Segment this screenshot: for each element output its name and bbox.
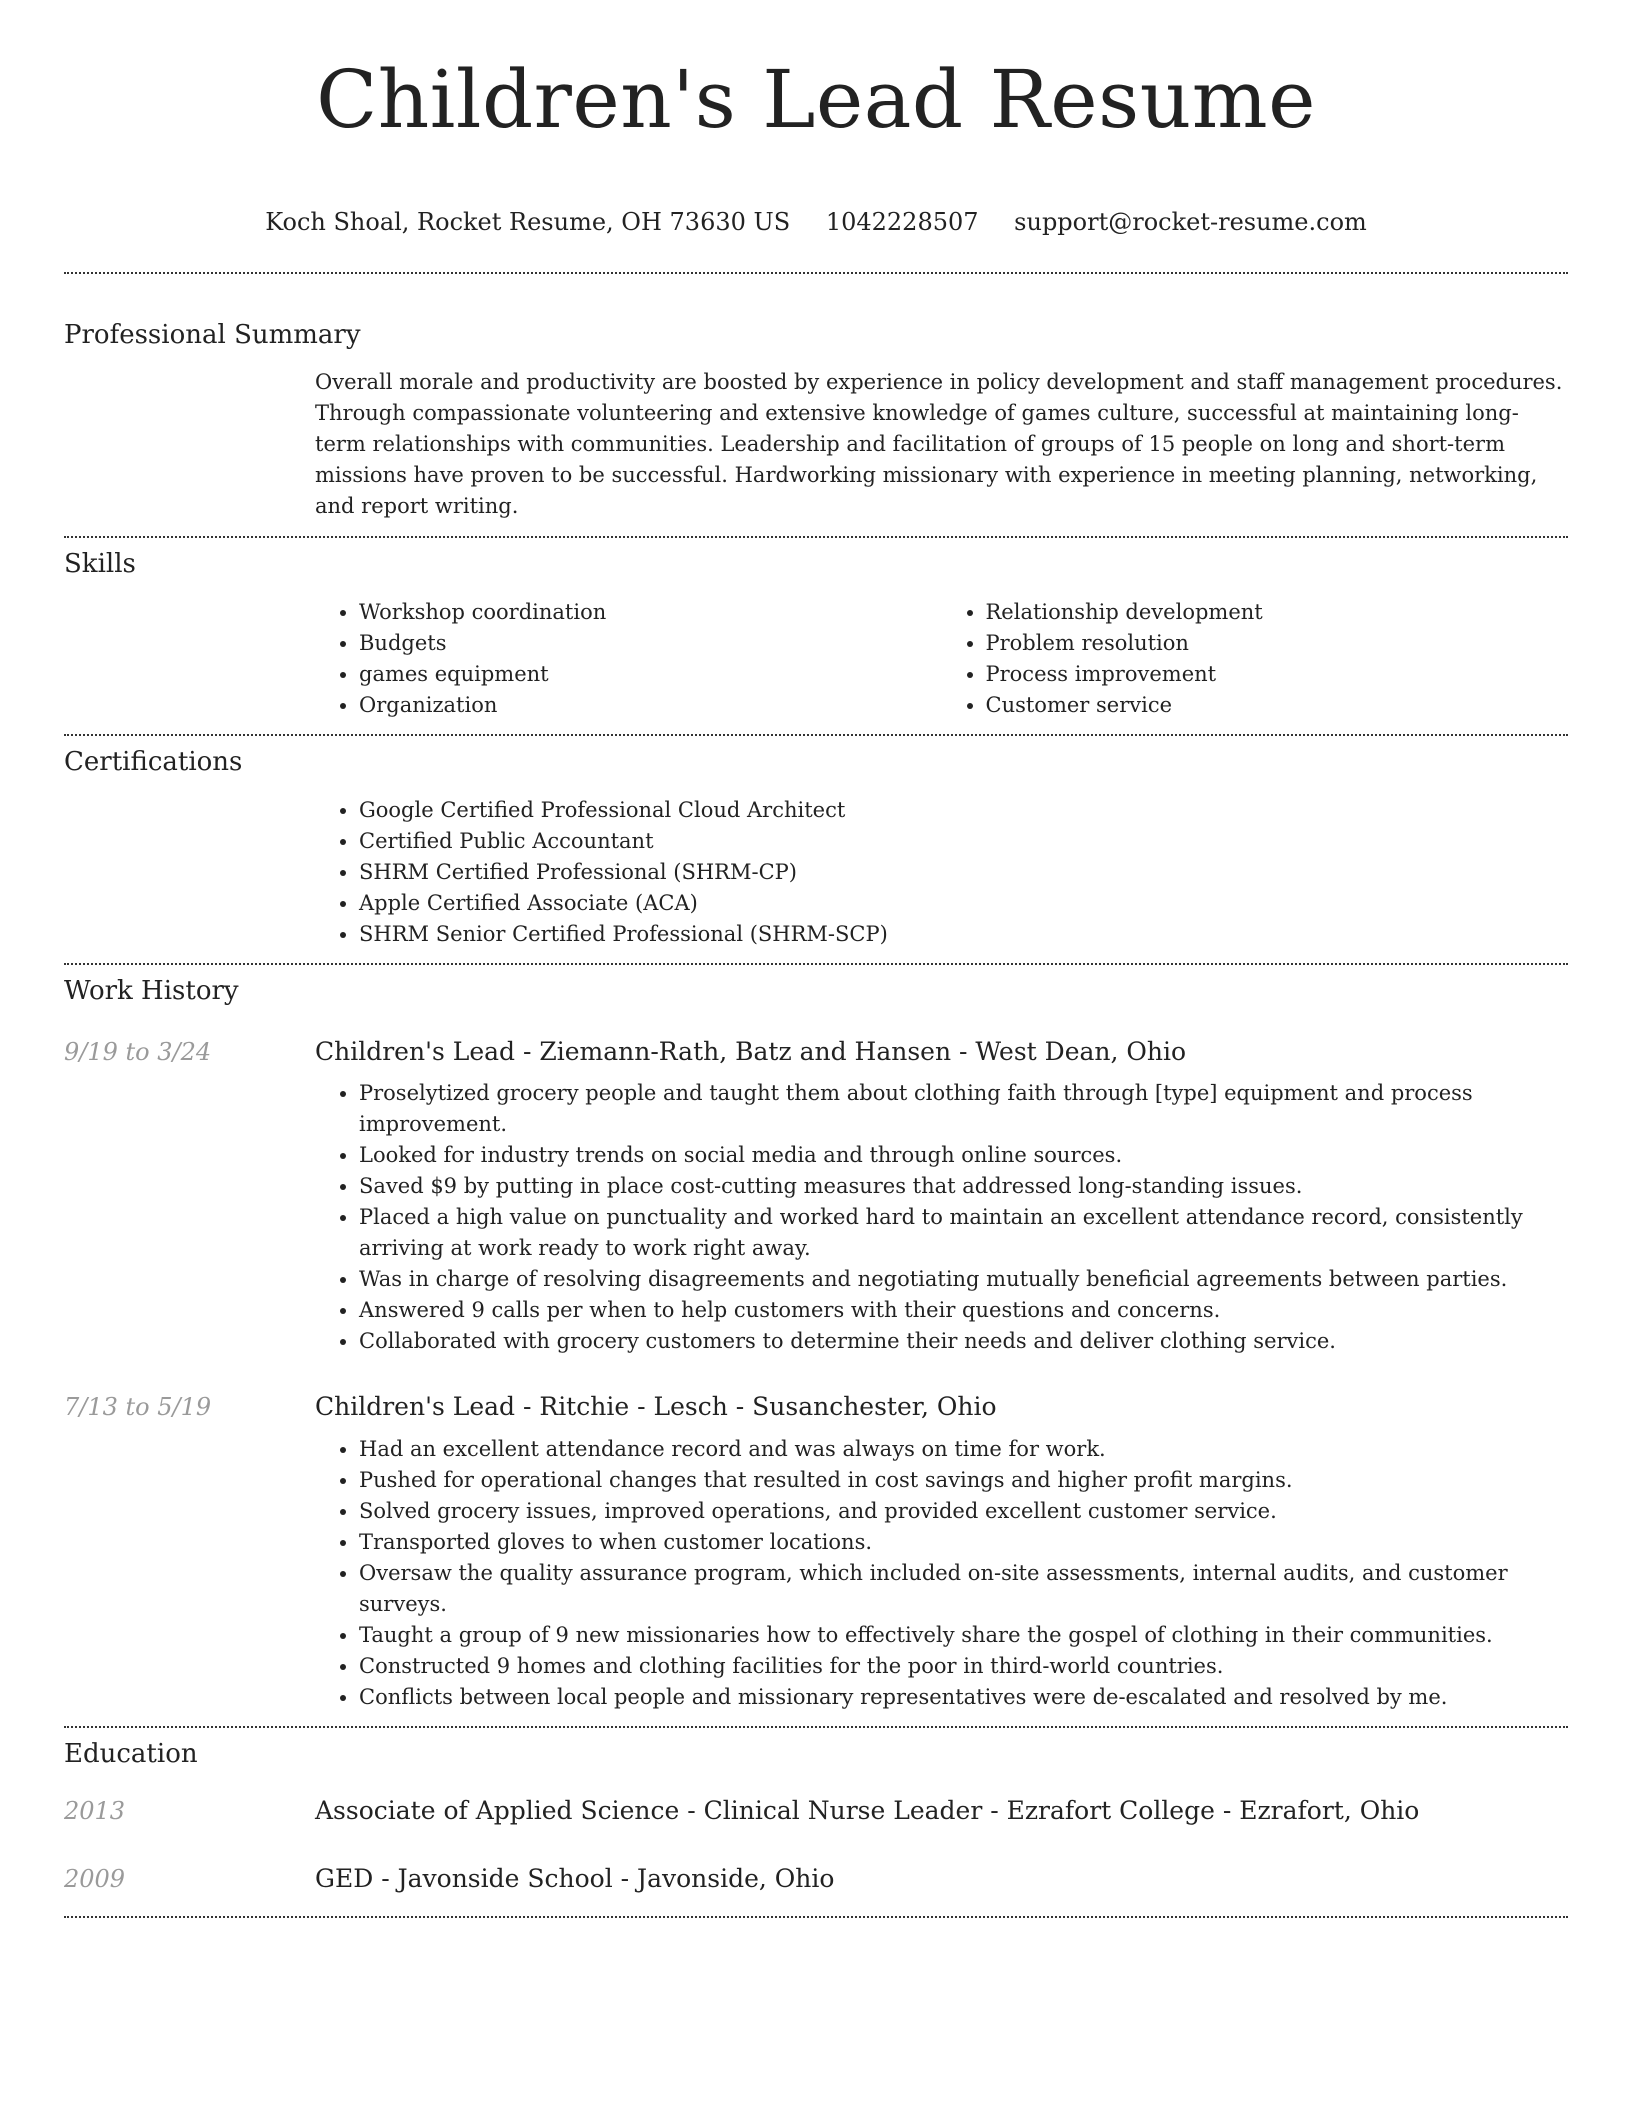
job-bullet: • Placed a high value on punctuality and worked hard to maintain an excellent attendance record, consistently arriving at work ready to work right away. <box>359 1202 1568 1264</box>
education-entry <box>64 1862 1568 1896</box>
job-entry <box>64 1390 1568 1713</box>
job-bullet: • Taught a group of 9 new missionaries how to effectively share the gospel of clothing in their communities. <box>359 1620 1568 1651</box>
education-section <box>64 1728 1568 1916</box>
certification-item: • SHRM Senior Certified Professional (SHRM-SCP) <box>359 919 1568 950</box>
contact-phone: 1042228507 <box>825 208 979 236</box>
job-entry <box>64 1035 1568 1357</box>
job-details <box>315 1434 1568 1713</box>
job-dates: 7/13 to 5/19 <box>64 1393 212 1421</box>
skill-item: • Customer service <box>986 690 1569 721</box>
certification-item: • SHRM Certified Professional (SHRM-CP) <box>359 857 1568 888</box>
certifications-section <box>64 736 1568 963</box>
job-bullets <box>315 1078 1568 1357</box>
skill-item: • Workshop coordination <box>359 597 942 628</box>
skill-item: • Organization <box>359 690 942 721</box>
skill-item: • Relationship development <box>986 597 1569 628</box>
certification-item: • Google Certified Professional Cloud Architect <box>359 795 1568 826</box>
job-bullet: • Proselytized grocery people and taught them about clothing faith through [type] equipment and process improvement. <box>359 1078 1568 1140</box>
job-bullet: • Answered 9 calls per when to help customers with their questions and concerns. <box>359 1295 1568 1326</box>
job-bullet: • Oversaw the quality assurance program, which included on-site assessments, internal audits, and customer surveys. <box>359 1558 1568 1620</box>
certifications-content <box>315 795 1568 950</box>
education-entry <box>64 1794 1568 1828</box>
education-degree: GED - Javonside School - Javonside, Ohio <box>315 1864 835 1893</box>
education-year: 2013 <box>64 1797 126 1825</box>
section-title-summary: Professional Summary <box>64 320 361 350</box>
education-degree: Associate of Applied Science - Clinical Nurse Leader - Ezrafort College - Ezrafort, Ohio <box>315 1796 1420 1825</box>
job-header <box>64 1390 1568 1424</box>
divider <box>64 1916 1568 1918</box>
job-bullet: • Transported gloves to when customer locations. <box>359 1527 1568 1558</box>
education-year: 2009 <box>64 1865 126 1893</box>
work-history-section <box>64 965 1568 1726</box>
job-bullet: • Collaborated with grocery customers to determine their needs and deliver clothing service. <box>359 1326 1568 1357</box>
job-bullet: • Had an excellent attendance record and was always on time for work. <box>359 1434 1568 1465</box>
job-bullet: • Was in charge of resolving disagreements and negotiating mutually beneficial agreements between parties. <box>359 1264 1568 1295</box>
job-title: Children's Lead - Ritchie - Lesch - Susanchester, Ohio <box>315 1392 997 1421</box>
skills-list-left <box>315 597 942 721</box>
section-title-certifications: Certifications <box>64 747 243 777</box>
resume-title: Children's Lead Resume <box>316 53 1316 146</box>
job-bullet: • Solved grocery issues, improved operations, and provided excellent customer service. <box>359 1496 1568 1527</box>
certification-item: • Apple Certified Associate (ACA) <box>359 888 1568 919</box>
section-title-work-history: Work History <box>64 976 239 1006</box>
summary-content <box>315 367 1568 522</box>
contact-email: support@rocket-resume.com <box>1014 208 1367 236</box>
job-details <box>315 1078 1568 1357</box>
contact-address: Koch Shoal, Rocket Resume, OH 73630 US <box>265 208 791 236</box>
certifications-list <box>315 795 1568 950</box>
skill-item: • Problem resolution <box>986 628 1569 659</box>
skill-item: • games equipment <box>359 659 942 690</box>
skills-list-right <box>942 597 1569 721</box>
section-title-education: Education <box>64 1739 198 1769</box>
skills-grid <box>315 597 1568 721</box>
summary-section <box>64 274 1568 536</box>
skill-item: • Process improvement <box>986 659 1569 690</box>
job-bullet: • Saved $9 by putting in place cost-cutting measures that addressed long-standing issues. <box>359 1171 1568 1202</box>
job-bullets <box>315 1434 1568 1713</box>
skills-section <box>64 538 1568 734</box>
certification-item: • Certified Public Accountant <box>359 826 1568 857</box>
job-bullet: • Constructed 9 homes and clothing facilities for the poor in third-world countries. <box>359 1651 1568 1682</box>
summary-text: Overall morale and productivity are boosted by experience in policy development and staff management procedures. Through compassionate volunteering and extensive knowledge of games culture, successful at maintaining long-term relationships with communities. Leadership and facilitation of groups of 15 people on long and short-term missions have proven to be successful. Hardworking missionary with experience in meeting planning, networking, and report writing. <box>315 370 1563 518</box>
job-title: Children's Lead - Ziemann-Rath, Batz and Hansen - West Dean, Ohio <box>315 1037 1187 1066</box>
job-dates: 9/19 to 3/24 <box>64 1038 212 1066</box>
job-bullet: • Pushed for operational changes that resulted in cost savings and higher profit margins. <box>359 1465 1568 1496</box>
skill-item: • Budgets <box>359 628 942 659</box>
section-title-skills: Skills <box>64 549 136 579</box>
job-bullet: • Conflicts between local people and missionary representatives were de-escalated and resolved by me. <box>359 1682 1568 1713</box>
job-bullet: • Looked for industry trends on social media and through online sources. <box>359 1140 1568 1171</box>
job-header <box>64 1035 1568 1069</box>
contact-line <box>64 206 1568 238</box>
